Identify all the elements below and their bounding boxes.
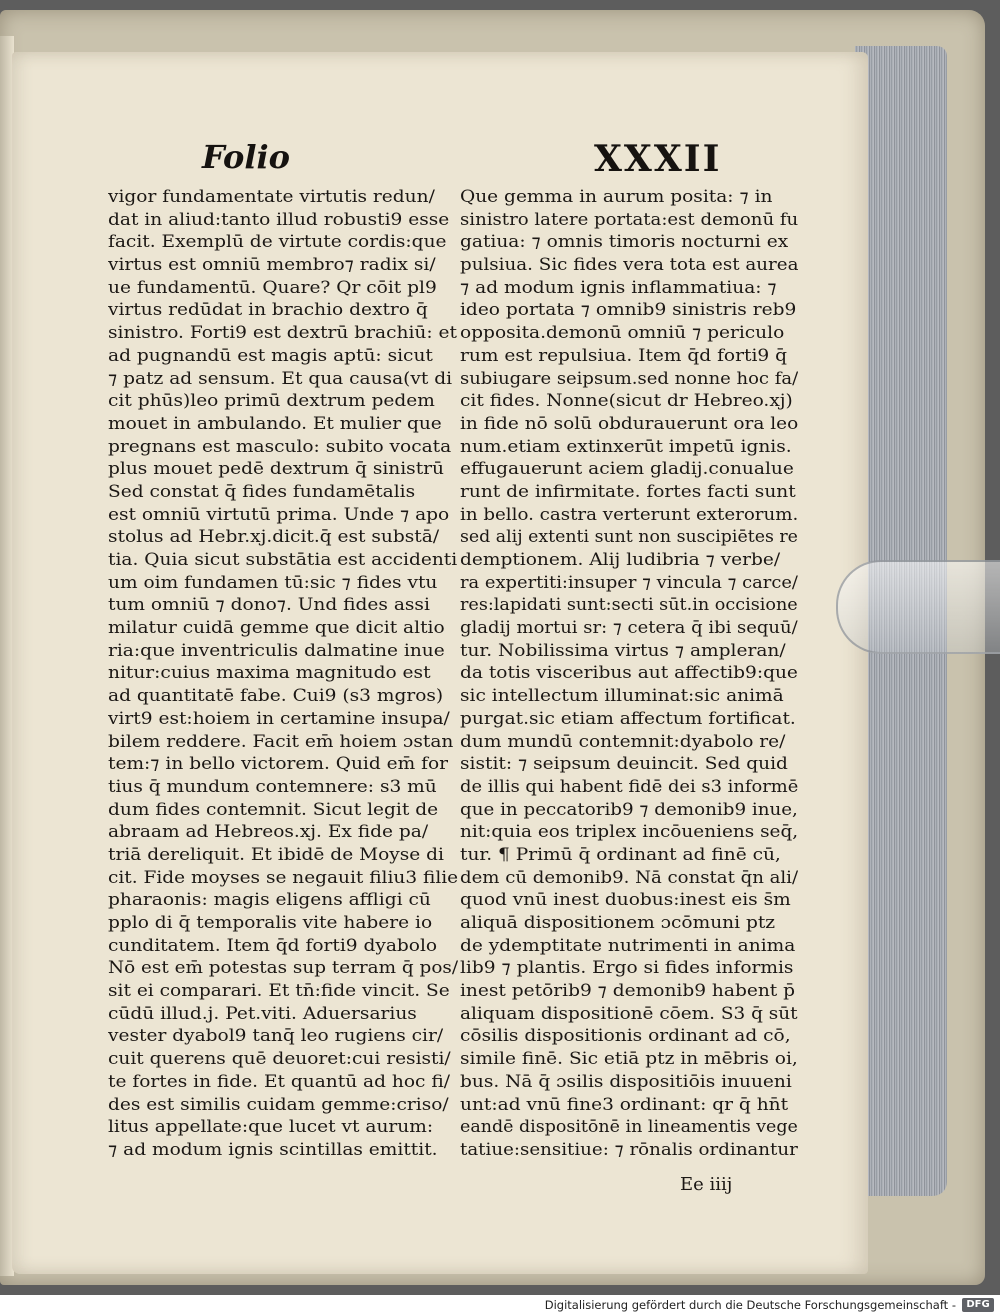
- glass-page-holder: [836, 560, 1000, 654]
- right-column-line: opposita.demonū omniū ⁊ periculo: [460, 323, 785, 344]
- right-column-line: inest petōrib9 ⁊ demonib9 habent p̄: [460, 981, 796, 1002]
- right-column-line: runt de infirmitate. fortes facti sunt: [460, 481, 796, 502]
- right-column-line: pulsiua. Sic fides vera tota est aurea: [460, 255, 798, 276]
- left-column-line: cit phūs)leo primū dextrum pedem: [108, 391, 435, 412]
- left-column-line: triā dereliquit. Et ibidē de Moyse di: [108, 844, 444, 865]
- left-column-line: dum fides contemnit. Sicut legit de: [108, 799, 439, 820]
- left-column-line: stolus ad Hebr.xj.dicit.q̄ est substā/: [108, 527, 440, 548]
- right-text-column: [460, 186, 798, 1162]
- left-column-line: Sed constat q̄ fides fundamētalis: [108, 481, 416, 502]
- right-column-line: eandē dispositōnē in lineamentis vege: [460, 1117, 798, 1138]
- left-column-line: facit. Exemplū de virtute cordis:que: [108, 232, 447, 253]
- right-column-line: lib9 ⁊ plantis. Ergo si fides informis: [460, 958, 794, 979]
- right-column-line: sistit: ⁊ seipsum deuincit. Sed quid: [460, 754, 788, 775]
- left-column-line: cūdū illud.j. Pet.viti. Aduersarius: [108, 1003, 417, 1024]
- left-column-line: ad quantitatē fabe. Cui9 (s3 mgros): [108, 686, 444, 707]
- right-column-line: aliquā dispositionem ɔcōmuni ptz: [460, 913, 776, 933]
- right-column-line: tatiue:sensitiue: ⁊ rōnalis ordinantur: [460, 1139, 798, 1160]
- right-column-line: ideo portata ⁊ omnib9 sinistris reb9: [460, 300, 797, 321]
- right-column-line: unt:ad vnū fine3 ordinant: qr q̄ hn̄t: [460, 1094, 789, 1115]
- left-column-line: ue fundamentū. Quare? Qr cōit pl9: [108, 277, 437, 298]
- right-column-line: cōsilis dispositionis ordinant ad cō,: [460, 1026, 791, 1047]
- left-column-line: plus mouet pedē dextrum q̄ sinistrū: [108, 459, 444, 480]
- left-column-line: cuit querens quē deuoret:cui resisti/: [108, 1049, 451, 1070]
- left-column-line: tum omniū ⁊ dono⁊. Und fides assi: [108, 595, 430, 616]
- left-column-line: ⁊ ad modum ignis scintillas emittit.: [108, 1139, 438, 1160]
- right-column-line: tur. Nobilissima virtus ⁊ ampleran/: [460, 640, 786, 661]
- left-column-line: virt9 est:hoiem in certamine insupa/: [108, 708, 450, 729]
- right-column-line: in fide nō solū obdurauerunt ora leo: [460, 413, 798, 434]
- right-column-line: de ydemptitate nutrimenti in anima: [460, 935, 796, 956]
- left-column-line: litus appellate:que lucet vt aurum:: [108, 1117, 434, 1138]
- left-column-line: bilem reddere. Facit em̄ hoiem ɔstan: [108, 731, 454, 752]
- left-column-line: vester dyabol9 tanq̄ leo rugiens cir/: [108, 1026, 444, 1047]
- left-column-line: pregnans est masculo: subito vocata: [108, 436, 452, 457]
- left-column-line: ad pugnandū est magis aptū: sicut: [108, 345, 433, 366]
- right-column-line: subiugare seipsum.sed nonne hoc fa/: [460, 368, 798, 389]
- left-column-line: pplo di q̄ temporalis vite habere io: [108, 913, 433, 933]
- folio-number: XXXII: [594, 138, 722, 180]
- left-column-line: abraam ad Hebreos.xj. Ex fide pa/: [108, 822, 429, 843]
- left-column-line: tius q̄ mundum contemnere: s3 mū: [108, 776, 437, 797]
- right-column-line: bus. Nā q̄ ɔsilis dispositiōis inuueni: [460, 1071, 792, 1092]
- left-column-line: tia. Quia sicut substātia est accidenti: [108, 550, 458, 570]
- left-column-line: nitur:cuius maxima magnitudo est: [108, 663, 431, 684]
- left-column-line: milatur cuidā gemme que dicit altio: [108, 618, 445, 639]
- right-column-line: sinistro latere portata:est demonū fu: [460, 209, 798, 230]
- right-column-line: ⁊ ad modum ignis inflammatiua: ⁊: [460, 277, 777, 298]
- right-column-line: num.etiam extinxerūt impetū ignis.: [460, 436, 792, 457]
- left-column-line: virtus est omniū membro⁊ radix si/: [108, 255, 436, 276]
- dfg-logo: DFG: [962, 1298, 994, 1312]
- left-column-line: tem:⁊ in bello victorem. Quid em̄ for: [108, 754, 449, 775]
- right-column-line: da totis visceribus aut affectib9:que: [460, 663, 798, 684]
- right-column-line: sic intellectum illuminat:sic animā: [460, 686, 784, 707]
- left-column-line: dat in aliud:tanto illud robusti9 esse: [108, 209, 450, 230]
- right-column-line: in bello. castra verterunt exterorum.: [460, 504, 798, 525]
- right-column-line: aliquam dispositionē cōem. S3 q̄ sūt: [460, 1003, 798, 1024]
- right-column-line: de illis qui habent fidē dei s3 informē: [460, 776, 798, 797]
- right-column-line: Que gemma in aurum posita: ⁊ in: [460, 187, 773, 207]
- left-column-line: virtus redūdat in brachio dextro q̄: [108, 300, 428, 321]
- left-column-line: des est similis cuidam gemme:criso/: [108, 1094, 449, 1115]
- right-column-line: gatiua: ⁊ omnis timoris nocturni ex: [460, 232, 789, 253]
- folio-label: Folio: [202, 138, 290, 176]
- signature-mark: Ee iiij: [680, 1174, 733, 1195]
- right-column-line: purgat.sic etiam affectum fortificat.: [460, 708, 796, 729]
- left-column-line: Nō est em̄ potestas sup terram q̄ pos/: [108, 958, 458, 979]
- right-column-line: gladij mortui sr: ⁊ cetera q̄ ibi sequū/: [460, 618, 798, 639]
- left-column-line: um oim fundamen tū:sic ⁊ fides vtu: [108, 572, 438, 593]
- right-column-line: nit:quia eos triplex incōueniens seq̄,: [460, 822, 798, 843]
- right-column-line: rum est repulsiua. Item q̄d forti9 q̄: [460, 345, 787, 366]
- left-column-line: cit. Fide moyses se negauit filiu3 filie: [108, 867, 458, 888]
- right-column-line: dum mundū contemnit:dyabolo re/: [460, 731, 786, 752]
- left-column-line: vigor fundamentate virtutis redun/: [108, 187, 435, 207]
- right-column-line: dem cū demonib9. Nā constat q̄n ali/: [460, 867, 798, 888]
- left-column-line: mouet in ambulando. Et mulier que: [108, 413, 442, 434]
- left-column-line: ⁊ patz ad sensum. Et qua causa(vt di: [108, 368, 453, 389]
- left-column-line: pharaonis: magis eligens affligi cū: [108, 890, 431, 911]
- left-column-line: sit ei comparari. Et tn̄:fide vincit. Se: [108, 981, 450, 1002]
- right-column-line: ra expertiti:insuper ⁊ vincula ⁊ carce/: [460, 572, 798, 593]
- left-text-column: [108, 186, 458, 1162]
- left-column-line: est omniū virtutū prima. Unde ⁊ apo: [108, 504, 450, 525]
- right-column-line: que in peccatorib9 ⁊ demonib9 inue,: [460, 799, 798, 820]
- right-column-line: cit fides. Nonne(sicut dr Hebreo.xj): [460, 391, 793, 412]
- right-column-line: res:lapidati sunt:secti sūt.in occisione: [460, 595, 798, 616]
- right-column-line: sed alij extenti sunt non suscipiētes re: [460, 527, 798, 548]
- right-column-line: quod vnū inest duobus:inest eis s̄m: [460, 890, 791, 911]
- left-column-line: cunditatem. Item q̄d forti9 dyabolo: [108, 935, 438, 956]
- left-column-line: sinistro. Forti9 est dextrū brachiū: et: [108, 323, 457, 344]
- left-column-line: te fortes in fide. Et quantū ad hoc fi/: [108, 1071, 450, 1092]
- funding-credit: Digitalisierung gefördert durch die Deutsche Forschungsgemeinschaft -: [544, 1298, 956, 1312]
- right-column-line: effugauerunt aciem gladij.conualue: [460, 459, 794, 480]
- right-column-line: demptionem. Alij ludibria ⁊ verbe/: [460, 550, 781, 570]
- left-column-line: ria:que inventriculis dalmatine inue: [108, 640, 445, 661]
- right-column-line: tur. ¶ Primū q̄ ordinant ad finē cū,: [460, 844, 781, 865]
- right-column-line: simile finē. Sic etiā ptz in mēbris oi,: [460, 1049, 798, 1070]
